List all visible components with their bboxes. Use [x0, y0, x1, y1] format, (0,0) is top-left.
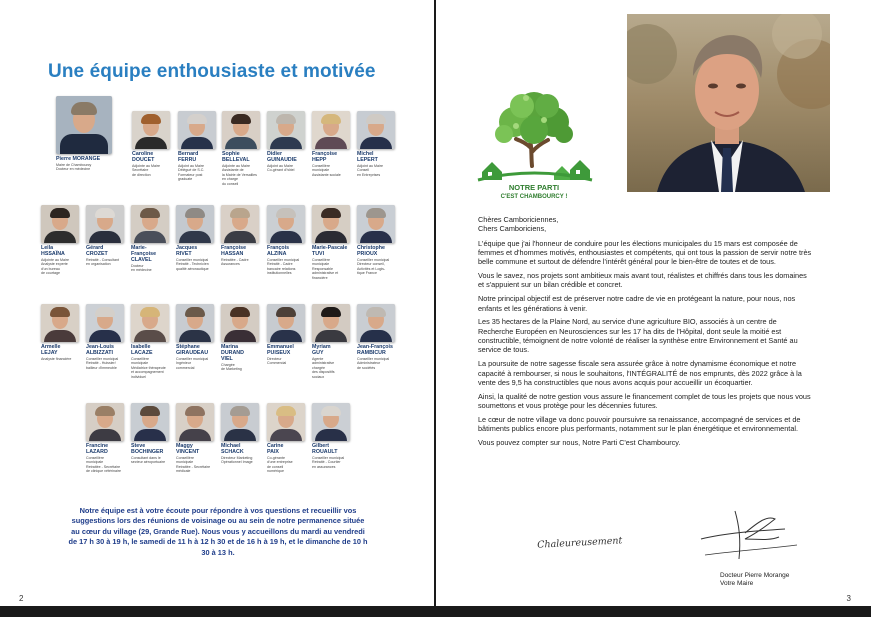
paragraph: Le cœur de notre village va donc pouvoir poursuivre sa renaissance, accompagné de services et de bâtiments publics encore plus performants, notamment sur le plan énergétique et environnemental.: [478, 414, 801, 434]
paragraph: Les 35 hectares de la Plaine Nord, au service d'une agriculture BIO, associés à un centre de Recherche Européen en Neurosciences sur les 17 ha dits de l'Hôpital, dont seule la moitié est constructible, témoignent de notre volonté de réaliser la synthèse entre Environnement et Santé au service de tous.: [478, 317, 798, 355]
team-member: [267, 304, 311, 366]
member-role: Consultant dans le secteur aéroportuaire: [131, 456, 166, 465]
member-name: Caroline DOUCET: [132, 151, 155, 163]
closing-word: Chaleureusement: [536, 535, 623, 551]
handwritten-closing: [535, 525, 645, 555]
member-name: Gérard CROZET: [86, 245, 108, 257]
member-name: Jean-François RAMBICUR: [357, 344, 393, 356]
member-photo: [312, 304, 350, 342]
member-photo: [131, 403, 169, 441]
team-member: [312, 205, 356, 280]
member-name: Didier GUINAUDIE: [267, 151, 297, 163]
member-name: Leila HSSAÏNA: [41, 245, 65, 257]
team-member: [132, 111, 176, 177]
paragraph: Vous pouvez compter sur nous, Notre Parti C'est Chambourcy.: [478, 438, 681, 448]
member-name: François ALZINA: [267, 245, 290, 257]
member-photo: [221, 403, 259, 441]
member-role: Retraité - Consultant en organisation: [86, 258, 119, 267]
member-role: Conseiller municipal Ingénieur commercial: [176, 357, 209, 370]
team-member: [176, 304, 220, 370]
member-role: Conseiller municipal Retraité - Technicien qualité aéronautique: [176, 258, 209, 271]
member-name: Emmanuel PUISEUX: [267, 344, 294, 356]
member-role: Adjointe au Maire Secrétaire de direction: [132, 164, 160, 177]
member-photo: [267, 304, 305, 342]
member-photo: [312, 403, 350, 441]
member-photo: [267, 111, 305, 149]
paragraph: Notre principal objectif est de préserver notre cadre de vie en protégeant la nature, pour nous, nos enfants et les générations à venir.: [478, 294, 796, 313]
member-name: Marina DURAND VIEL: [221, 344, 244, 362]
member-role: Maire de Chambourcy Docteur en médecine: [56, 163, 92, 172]
member-photo: [86, 205, 124, 243]
member-role: Conseiller municipal Retraité - Huissier/ bailleur d'immeuble: [86, 357, 119, 370]
member-photo: [312, 205, 350, 243]
member-photo: [41, 205, 79, 243]
signer-title: Votre Maire: [720, 580, 754, 588]
member-photo: [132, 111, 170, 149]
member-role: Conseiller municipal Retraité - Courtier en assurances: [312, 456, 345, 469]
member-photo: [86, 304, 124, 342]
member-photo: [221, 304, 259, 342]
team-member: [221, 403, 265, 465]
team-member: [267, 111, 311, 173]
member-name: Myriam GUY: [312, 344, 331, 356]
left-page: [0, 0, 434, 606]
team-member: [357, 111, 401, 177]
greeting-1: Chères Camboriciennes,: [478, 215, 559, 224]
houses-icon: [478, 160, 592, 180]
logo-line1: NOTRE PARTI: [508, 183, 560, 192]
member-name: Isabelle LACAZE: [131, 344, 153, 356]
team-member: [221, 205, 265, 267]
party-logo: [474, 80, 594, 200]
member-name: Gilbert ROUAULT: [312, 443, 338, 455]
member-photo: [357, 111, 395, 149]
member-name: Steve BOCHINGER: [131, 443, 164, 455]
member-name: Pierre MORANGE: [56, 156, 101, 162]
member-photo: [267, 403, 305, 441]
member-name: Jacques RIVET: [176, 245, 198, 257]
member-photo: [176, 205, 214, 243]
member-role: Conseiller municipal Directeur conseil, Activités et Logis- tique France: [357, 258, 390, 276]
member-name: Carine PAIX: [267, 443, 284, 455]
member-name: Jean-Louis ALBIZZATI: [86, 344, 114, 356]
team-member: [357, 304, 401, 370]
member-role: Directeur Marketing Opérationnel Image: [221, 456, 253, 465]
team-member: [267, 205, 311, 276]
tree-icon: [495, 92, 573, 166]
member-photo: [41, 304, 79, 342]
team-member: [178, 111, 222, 182]
signer-block: [720, 572, 789, 589]
member-role: Adjointe au Maire Analyste experte d'un bureau de courtage: [41, 258, 69, 276]
team-member: [176, 205, 220, 271]
member-role: Adjointe au Maire Assistante de la Mairie de Versailles en charge du conseil: [222, 164, 257, 186]
member-photo: [176, 403, 214, 441]
member-name: Marie- Françoise CLAVEL: [131, 245, 157, 263]
member-name: Stéphane GIRAUDEAU: [176, 344, 209, 356]
member-name: Maggy VINCENT: [176, 443, 200, 455]
member-name: Christophe PRIOUX: [357, 245, 385, 257]
team-member: [41, 304, 85, 361]
member-role: Co-gérante d'une entreprise de conseil numérique: [267, 456, 293, 474]
member-name: Michael SCHACK: [221, 443, 244, 455]
member-role: Retraitée - Cadre Assurances: [221, 258, 249, 267]
member-role: Conseillère municipale Assistante sociale: [312, 164, 341, 177]
member-name: Francine LAZARD: [86, 443, 109, 455]
team-member: [86, 304, 130, 370]
member-role: Conseillère municipale Retraitée - Secrétaire de clinique vétérinaire: [86, 456, 121, 474]
team-member: [312, 304, 356, 379]
team-member: [222, 111, 266, 186]
member-role: Docteur en médecine: [131, 264, 152, 273]
member-name: Françoise HASSAN: [221, 245, 247, 257]
member-photo: [357, 205, 395, 243]
logo-line2: C'EST CHAMBOURCY !: [500, 194, 568, 200]
member-role: Conseillère municipale Responsable administrative et financière: [312, 258, 339, 280]
team-member: [86, 403, 130, 474]
member-name: Marie-Pascale TUVI: [312, 245, 348, 257]
member-role: Analyste financière: [41, 357, 72, 361]
member-role: Adjoint au Maire Conseil en Entreprises: [357, 164, 383, 177]
member-name: Sophie BELLEVAL: [222, 151, 250, 163]
member-role: Directeur Commercial: [267, 357, 287, 366]
member-name: Armelle LEJAY: [41, 344, 61, 356]
member-photo: [131, 205, 169, 243]
member-role: Conseiller municipal Retraité - Cadre bancaire relations institutionnelles: [267, 258, 300, 276]
member-role: Conseillère municipale Retraitée - Secrétaire médicale: [176, 456, 211, 474]
member-role: Adjoint au Maire Délégué de S.C. Formateur post graduate: [178, 164, 205, 182]
letter-body: [478, 215, 814, 452]
signature-icon: [695, 505, 805, 565]
member-name: Michel LEPERT: [357, 151, 378, 163]
page-number-left: 2: [19, 594, 24, 603]
member-role: Agente administrative chargée des dispositifs sociaux: [312, 357, 335, 379]
member-photo: [267, 205, 305, 243]
signer-name: Docteur Pierre Morange: [720, 572, 790, 579]
team-member: [312, 403, 356, 469]
team-member: [56, 96, 120, 172]
team-member: [86, 205, 130, 267]
member-role: Conseillère municipale Médiatrice thérapeute et accompagnement individuel: [131, 357, 166, 379]
team-member: [41, 205, 85, 276]
page-heading: Une équipe enthousiaste et motivée: [48, 61, 376, 82]
paragraph: Ainsi, la qualité de notre gestion vous assure le financement complet de tous les projets que nous vous soumettons et vous protège pour les décennies futures.: [478, 391, 811, 411]
member-photo: [86, 403, 124, 441]
member-name: Françoise HEPP: [312, 151, 338, 163]
page-number-right: 3: [846, 594, 851, 603]
member-photo: [221, 205, 259, 243]
member-photo: [178, 111, 216, 149]
member-role: Adjoint au Maire Co-gérant d'hôtel: [267, 164, 295, 173]
paragraph: Vous le savez, nos projets sont ambitieux mais avant tout, réalistes et chiffrés dans tous les domaines et s'appuient sur un bilan crédible et concret.: [478, 271, 807, 290]
team-intro-text: Notre équipe est à votre écoute pour répondre à vos questions et recueillir vos suggestions lors des réunions de voisinage ou au sein de notre permanence située au cœur du village (29, Grande Rue). Nous vous y accueillons du mardi au vendredi de 17 h 30 à 19 h, le samedi de 11 h à 12 h 30 et de 16 h à 19 h, et le dimanche de 10 h 30 à 13 h.: [68, 506, 368, 557]
team-member: [131, 304, 175, 379]
paragraph: La poursuite de notre sagesse fiscale sera assurée grâce à notre dynamisme économique et notre capacité à rembourser, si nous le souhaitons, l'INTÉGRALITÉ de nos emprunts, dès 2022 grâce à la vente des 9,5 ha constructibles que nous avons acquis pour accueillir un écoquartier.: [478, 359, 802, 387]
paragraph: L'équipe que j'ai l'honneur de conduire pour les élections municipales du 15 mars est composée de femmes et d'hommes motivés, enthousiastes et compétents, qui ont tous la passion de servir notre très belle commune et surtout de défendre l'intérêt général pour le bien-être de toutes et de tous.: [478, 238, 812, 267]
member-photo: [176, 304, 214, 342]
team-member: [131, 403, 175, 465]
team-member: [176, 403, 220, 474]
mayor-portrait: [627, 14, 830, 192]
member-role: Conseiller municipal Administrateur de sociétés: [357, 357, 390, 370]
member-photo: [131, 304, 169, 342]
member-photo: [312, 111, 350, 149]
member-photo: [357, 304, 395, 342]
member-photo: [222, 111, 260, 149]
greeting-2: Chers Camboriciens,: [478, 224, 547, 234]
member-role: Chargée de Marketing: [221, 363, 242, 372]
member-photo: [56, 96, 112, 154]
team-member: [267, 403, 311, 474]
team-member: [357, 205, 401, 276]
member-name: Bernard FERRU: [178, 151, 199, 163]
team-member: [131, 205, 175, 273]
team-member: [312, 111, 356, 177]
team-member: [221, 304, 265, 372]
